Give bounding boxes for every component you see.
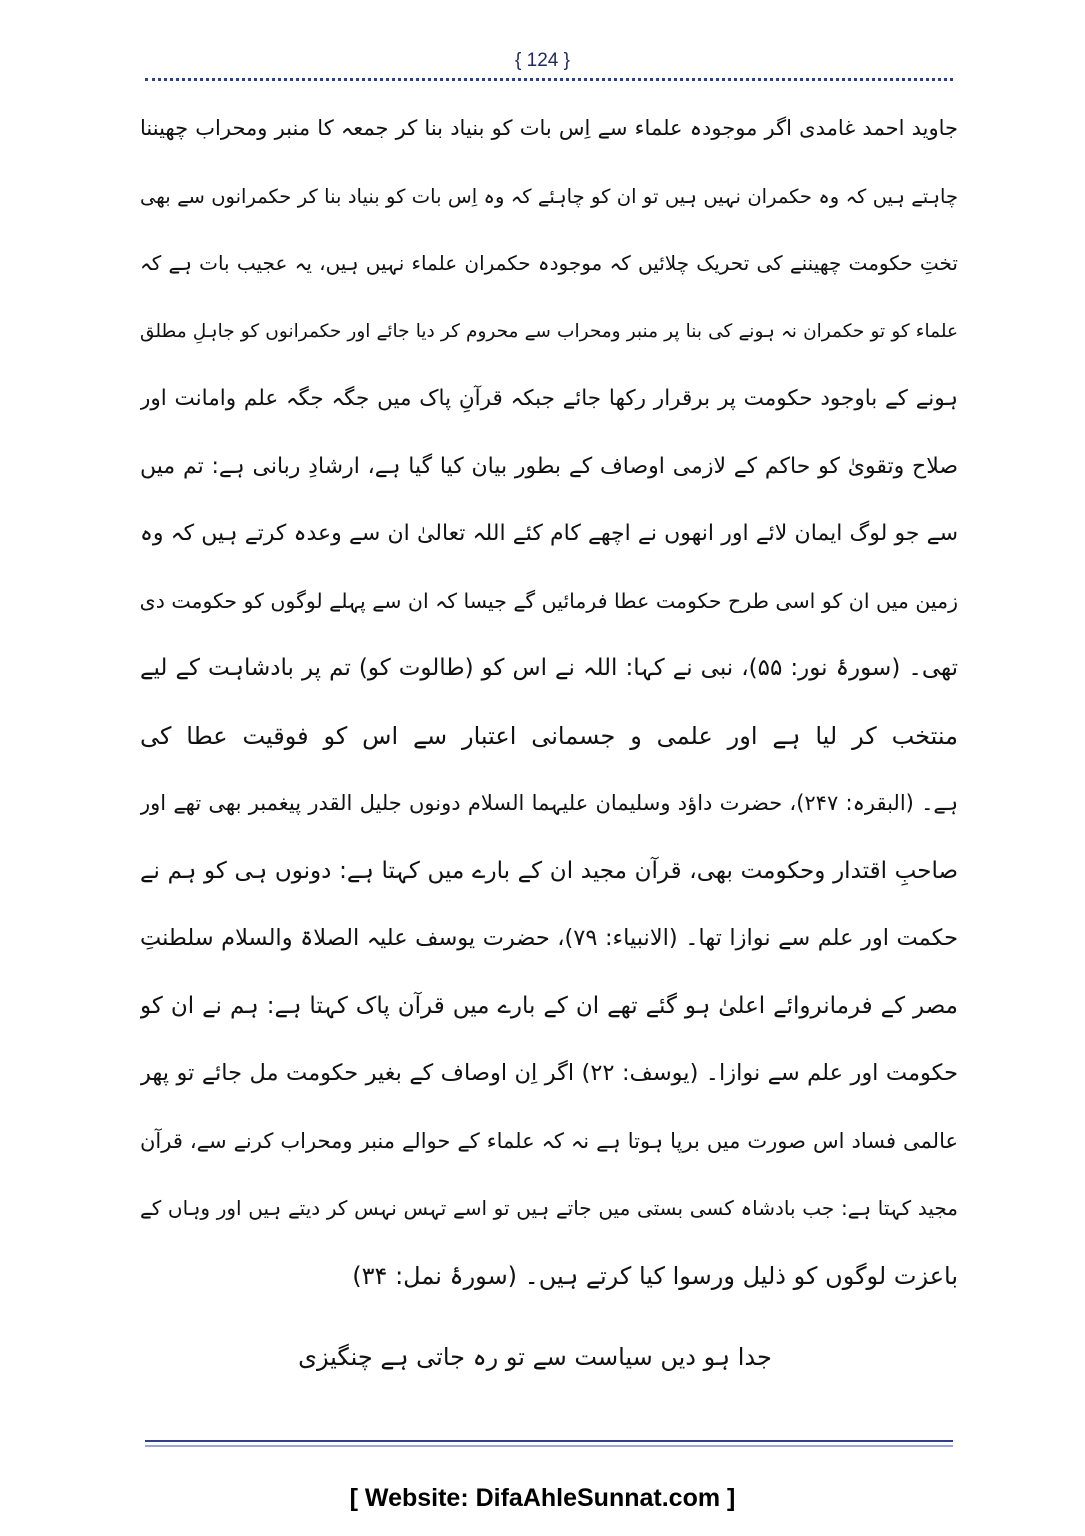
text-line: جاوید احمد غامدی اگر موجودہ علماء سے اِس بات کو بنیاد بنا کر جمعہ کا منبر ومحراب چھیننا — [140, 116, 958, 140]
text-line: عالمی فساد اس صورت میں برپا ہوتا ہے نہ کہ علماء کے حوالے منبر ومحراب کرنے سے، قرآن — [140, 1128, 958, 1153]
text-line: حکومت اور علم سے نوازا۔ (یوسف: ۲۲) اگر اِن اوصاف کے بغیر حکومت مل جائے تو پھر — [140, 1060, 958, 1086]
body-text — [140, 95, 958, 1310]
text-line: سے جو لوگ ایمان لائے اور انھوں نے اچھے کام کئے اللہ تعالیٰ ان سے وعدہ کرتے ہیں کہ وہ — [140, 521, 958, 546]
footer-website: [ Website: DifaAhleSunnat.com ] — [349, 1484, 736, 1512]
text-line: چاہتے ہیں کہ وہ حکمران نہیں ہیں تو ان کو چاہئے کہ وہ اِس بات کو بنیاد بنا کر حکمرانوں سے بھی — [140, 184, 958, 208]
text-line: منتخب کر لیا ہے اور علمی و جسمانی اعتبار سے اس کو فوقیت عطا کی — [140, 721, 958, 750]
page-number: { 124 } — [515, 50, 570, 71]
text-line: زمین میں ان کو اسی طرح حکومت عطا فرمائیں گے جیسا کہ ان سے پہلے لوگوں کو حکومت دی — [140, 588, 958, 613]
poetry-verse: جدا ہو دیں سیاست سے تو رہ جاتی ہے چنگیزی — [298, 1343, 772, 1371]
text-line: ہونے کے باوجود حکومت پر برقرار رکھا جائے جبکہ قرآنِ پاک میں جگہ جگہ علم وامانت اور — [140, 386, 958, 411]
top-divider — [145, 78, 953, 81]
text-line: علماء کو تو حکمران نہ ہونے کی بنا پر منبر ومحراب سے محروم کر دیا جائے اور حکمرانوں کو جاہلِ مطلق — [140, 320, 958, 342]
text-line: تھی۔ (سورۂ نور: ۵۵)، نبی نے کہا: اللہ نے اس کو (طالوت کو) تم پر بادشاہت کے لیے — [140, 655, 958, 681]
text-line: مجید کہتا ہے: جب بادشاہ کسی بستی میں جاتے ہیں تو اسے تہس نہس کر دیتے ہیں اور وہاں کے — [140, 1196, 958, 1220]
text-line: باعزت لوگوں کو ذلیل ورسوا کیا کرتے ہیں۔ (سورۂ نمل: ۳۴) — [352, 1261, 958, 1290]
text-line: ہے۔ (البقرہ: ۲۴۷)، حضرت داؤد وسلیمان علیہما السلام دونوں جلیل القدر پیغمبر بھی تھے اور — [140, 791, 958, 815]
text-line: تختِ حکومت چھیننے کی تحریک چلائیں کہ موجودہ حکمران علماء نہیں ہیں، یہ عجیب بات ہے کہ — [140, 251, 958, 275]
text-line: حکمت اور علم سے نوازا تھا۔ (الانبیاء: ۷۹)، حضرت یوسف علیہ الصلاۃ والسلام سلطنتِ — [140, 925, 958, 951]
bottom-divider — [145, 1440, 953, 1442]
text-line: صلاح وتقویٰ کو حاکم کے لازمی اوصاف کے بطور بیان کیا گیا ہے، ارشادِ ربانی ہے: تم میں — [140, 453, 958, 479]
text-line: مصر کے فرمانروائے اعلیٰ ہو گئے تھے ان کے بارے میں قرآن پاک کہتا ہے: ہم نے ان کو — [140, 992, 958, 1019]
text-line: صاحبِ اقتدار وحکومت بھی، قرآن مجید ان کے بارے میں کہتا ہے: دونوں ہی کو ہم نے — [140, 857, 958, 884]
